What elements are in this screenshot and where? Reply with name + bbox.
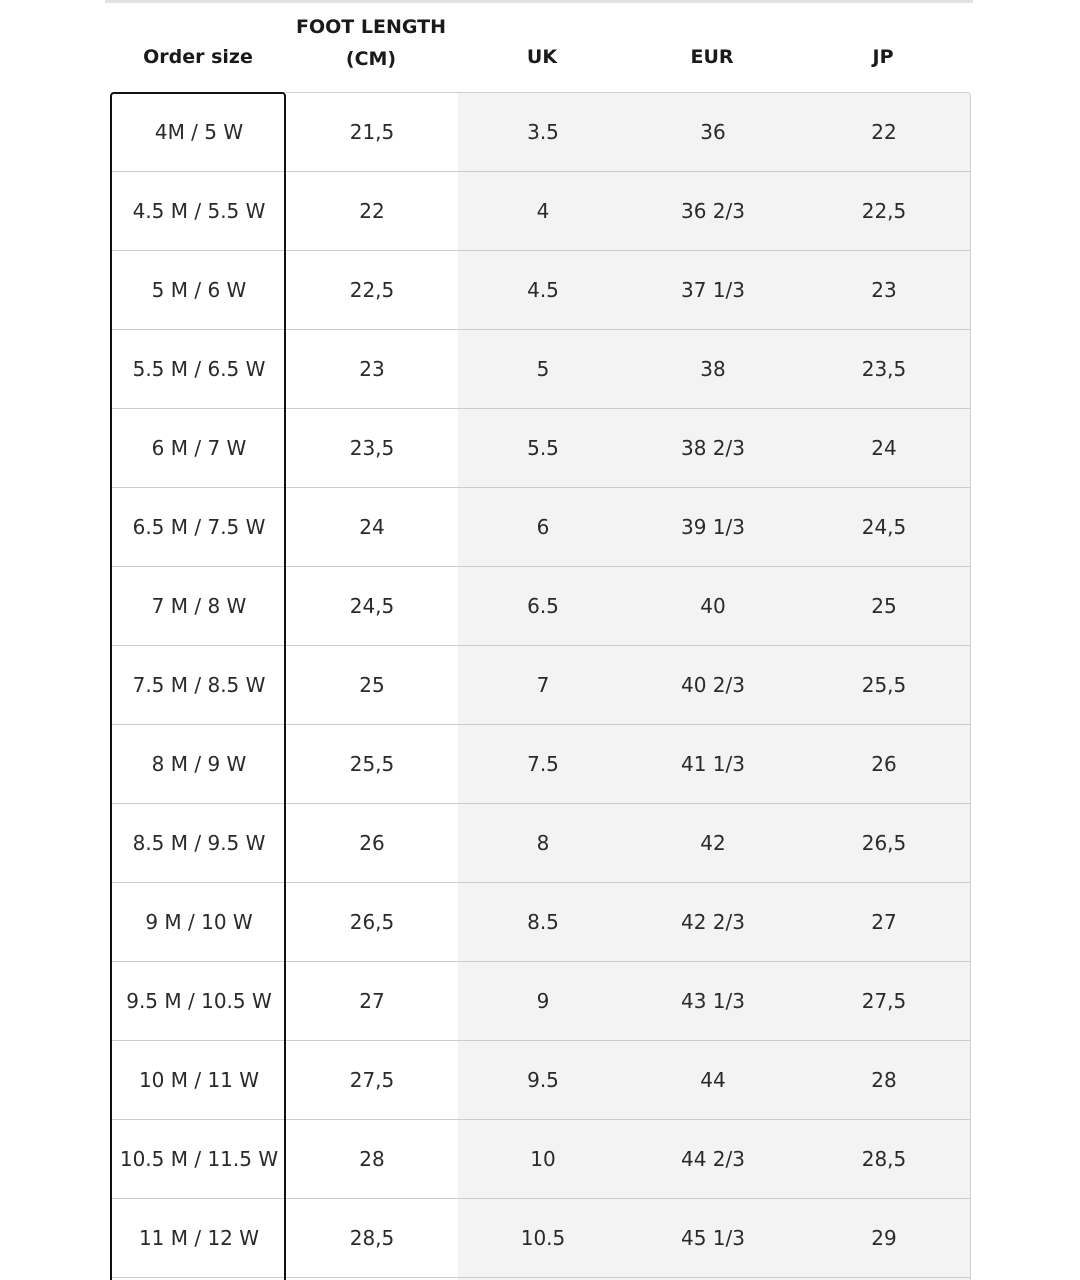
- cell-order-size[interactable]: 5 M / 6 W: [151, 278, 247, 302]
- cell-jp: 28: [871, 1068, 897, 1092]
- cell-jp: 26: [871, 752, 897, 776]
- cell-eur: 44: [700, 1068, 726, 1092]
- cell-eur: 37 1/3: [681, 278, 745, 302]
- cell-jp: 29: [871, 1226, 897, 1250]
- table-row: [112, 488, 970, 567]
- cell-order-size[interactable]: 7.5 M / 8.5 W: [132, 673, 266, 697]
- cell-foot-length: 26,5: [349, 910, 395, 934]
- header-jp: JP: [872, 46, 894, 68]
- cell-order-size[interactable]: 6.5 M / 7.5 W: [132, 515, 266, 539]
- table-row: [112, 409, 970, 488]
- cell-foot-length: 24,5: [349, 594, 395, 618]
- cell-foot-length: 28: [359, 1147, 385, 1171]
- cell-foot-length: 23,5: [349, 436, 395, 460]
- cell-foot-length: 22,5: [349, 278, 395, 302]
- cell-foot-length: 21,5: [349, 120, 395, 144]
- cell-uk: 6.5: [527, 594, 559, 618]
- cell-foot-length: 24: [359, 515, 385, 539]
- cell-jp: 26,5: [861, 831, 907, 855]
- cell-foot-length: 25,5: [349, 752, 395, 776]
- cell-eur: 41 1/3: [681, 752, 745, 776]
- cell-order-size[interactable]: 8 M / 9 W: [151, 752, 247, 776]
- cell-uk: 4: [536, 199, 550, 223]
- cell-uk: 6: [536, 515, 550, 539]
- cell-foot-length: 25: [359, 673, 385, 697]
- cell-jp: 25,5: [861, 673, 907, 697]
- header-foot-length-line1: FOOT LENGTH: [296, 16, 446, 38]
- table-header: [111, 0, 970, 92]
- cell-jp: 23,5: [861, 357, 907, 381]
- cell-jp: 23: [871, 278, 897, 302]
- cell-order-size[interactable]: 11 M / 12 W: [138, 1226, 260, 1250]
- table-row: [112, 1120, 970, 1199]
- size-table-body: [111, 92, 971, 1280]
- cell-uk: 7.5: [527, 752, 559, 776]
- cell-uk: 10.5: [520, 1226, 566, 1250]
- table-row: [112, 172, 970, 251]
- cell-jp: 28,5: [861, 1147, 907, 1171]
- cell-foot-length: 22: [359, 199, 385, 223]
- cell-jp: 27: [871, 910, 897, 934]
- table-row: [112, 251, 970, 330]
- cell-order-size[interactable]: 7 M / 8 W: [151, 594, 247, 618]
- table-row: [112, 646, 970, 725]
- cell-eur: 40: [700, 594, 726, 618]
- cell-order-size[interactable]: 4.5 M / 5.5 W: [132, 199, 266, 223]
- table-row: [112, 962, 970, 1041]
- cell-eur: 42: [700, 831, 726, 855]
- cell-uk: 8: [536, 831, 550, 855]
- cell-jp: 24,5: [861, 515, 907, 539]
- cell-foot-length: 26: [359, 831, 385, 855]
- cell-uk: 7: [536, 673, 550, 697]
- cell-foot-length: 27,5: [349, 1068, 395, 1092]
- cell-uk: 5: [536, 357, 550, 381]
- cell-eur: 44 2/3: [681, 1147, 745, 1171]
- table-row: [112, 725, 970, 804]
- cell-order-size[interactable]: 10 M / 11 W: [138, 1068, 260, 1092]
- cell-eur: 38 2/3: [681, 436, 745, 460]
- cell-order-size[interactable]: 9.5 M / 10.5 W: [126, 989, 272, 1013]
- cell-order-size[interactable]: 10.5 M / 11.5 W: [119, 1147, 279, 1171]
- table-row: [112, 883, 970, 962]
- header-uk: UK: [526, 46, 558, 68]
- cell-foot-length: 23: [359, 357, 385, 381]
- cell-uk: 5.5: [527, 436, 559, 460]
- cell-eur: 36: [700, 120, 726, 144]
- header-eur: EUR: [690, 46, 734, 68]
- table-row: [112, 567, 970, 646]
- cell-uk: 10: [530, 1147, 556, 1171]
- cell-foot-length: 28,5: [349, 1226, 395, 1250]
- cell-eur: 43 1/3: [681, 989, 745, 1013]
- header-foot-length-line2: (CM): [345, 48, 397, 70]
- cell-eur: 38: [700, 357, 726, 381]
- cell-eur: 42 2/3: [681, 910, 745, 934]
- cell-jp: 22,5: [861, 199, 907, 223]
- cell-jp: 25: [871, 594, 897, 618]
- table-row: [112, 93, 970, 172]
- cell-eur: 40 2/3: [681, 673, 745, 697]
- cell-uk: 9.5: [527, 1068, 559, 1092]
- cell-uk: 3.5: [527, 120, 559, 144]
- cell-jp: 22: [871, 120, 897, 144]
- header-order-size: Order size: [143, 46, 253, 68]
- cell-jp: 27,5: [861, 989, 907, 1013]
- table-row: [112, 1041, 970, 1120]
- header-foot-length: [285, 8, 457, 78]
- cell-eur: 36 2/3: [681, 199, 745, 223]
- cell-eur: 45 1/3: [681, 1226, 745, 1250]
- cell-eur: 39 1/3: [681, 515, 745, 539]
- cell-order-size[interactable]: 4M / 5 W: [154, 120, 244, 144]
- cell-uk: 9: [536, 989, 550, 1013]
- table-row: [112, 330, 970, 409]
- cell-jp: 24: [871, 436, 897, 460]
- cell-foot-length: 27: [359, 989, 385, 1013]
- cell-order-size[interactable]: 5.5 M / 6.5 W: [132, 357, 266, 381]
- cell-order-size[interactable]: 6 M / 7 W: [151, 436, 247, 460]
- cell-uk: 8.5: [527, 910, 559, 934]
- table-row: [112, 804, 970, 883]
- cell-order-size[interactable]: 8.5 M / 9.5 W: [132, 831, 266, 855]
- table-row: [112, 1199, 970, 1278]
- cell-uk: 4.5: [527, 278, 559, 302]
- cell-order-size[interactable]: 9 M / 10 W: [145, 910, 253, 934]
